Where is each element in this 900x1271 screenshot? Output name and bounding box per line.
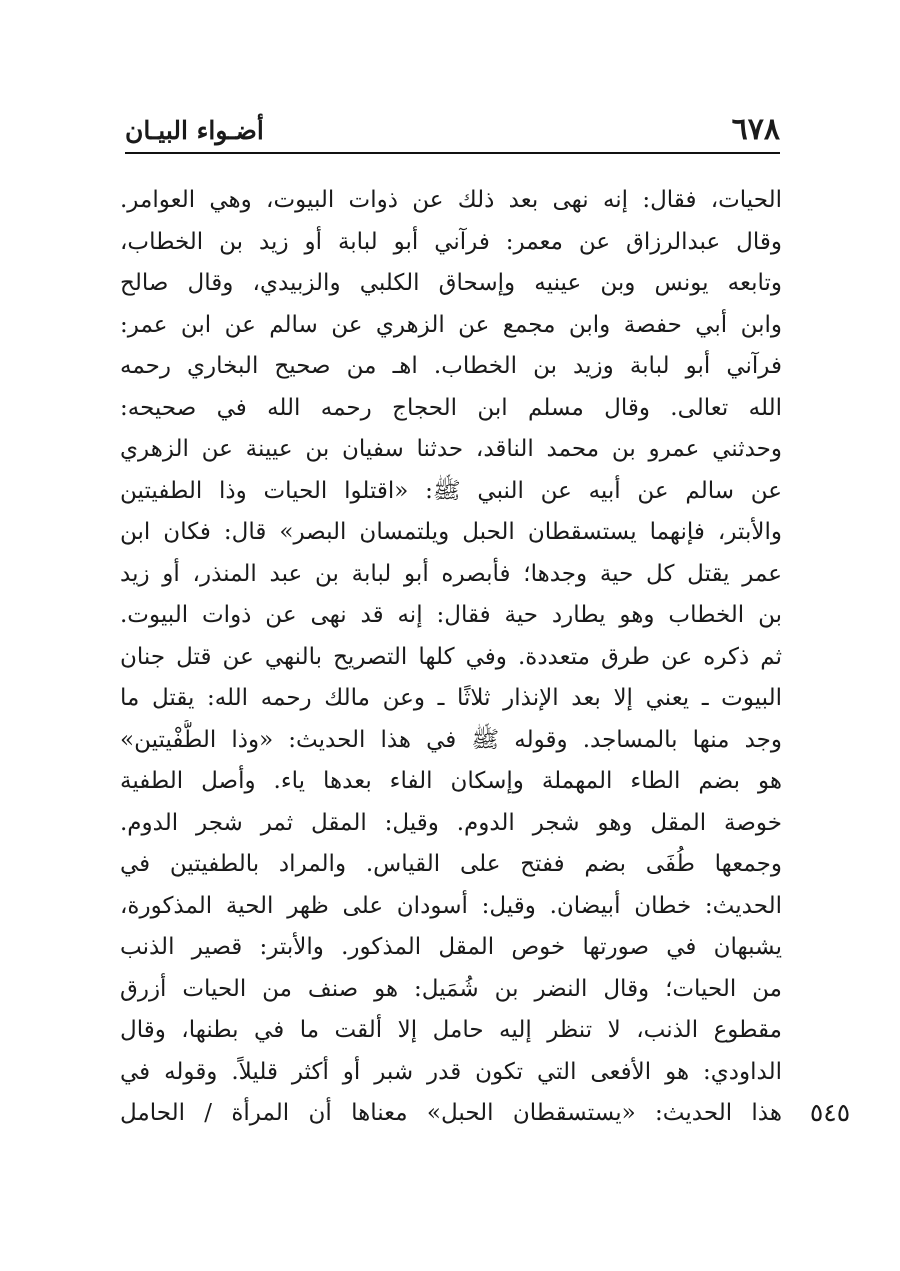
running-title: أضـواء البيـان xyxy=(125,116,264,145)
text-line: هذا الحديث: «يستسقطان الحبل» معناها أن المرأة / الحامل xyxy=(120,1100,782,1126)
text-line: ثم ذكره عن طرق متعددة. وفي كلها التصريح بالنهي عن قتل جنان xyxy=(120,643,782,670)
text-line: وجمعها طُفَى بضم ففتح على القياس. والمراد بالطفيتين في xyxy=(120,851,782,877)
margin-page-number: ٥٤٥ xyxy=(809,1098,851,1127)
text-line: هو بضم الطاء المهملة وإسكان الفاء بعدها ياء. وأصل الطفية xyxy=(120,768,782,794)
text-line: عمر يقتل كل حية وجدها؛ فأبصره أبو لبابة بن عبد المنذر، أو زيد xyxy=(120,560,782,587)
text-line: بن الخطاب وهو يطارد حية فقال: إنه قد نهى عن ذوات البيوت. xyxy=(120,602,782,628)
text-line: خوصة المقل وهو شجر الدوم. وقيل: المقل ثمر شجر الدوم. xyxy=(120,809,782,836)
text-line: وتابعه يونس وبن عينيه وإسحاق الكلبي والزبيدي، وقال صالح xyxy=(120,270,782,296)
text-line: وحدثني عمرو بن محمد الناقد، حدثنا سفيان بن عيينة عن الزهري xyxy=(120,436,782,462)
text-line: عن سالم عن أبيه عن النبي ﷺ: «اقتلوا الحيات وذا الطفيتين xyxy=(120,477,782,504)
body-text xyxy=(120,180,782,1135)
text-line: الحيات، فقال: إنه نهى بعد ذلك عن ذوات البيوت، وهي العوامر. xyxy=(120,187,782,213)
text-line: وقال عبدالرزاق عن معمر: فرآني أبو لبابة أو زيد بن الخطاب، xyxy=(120,228,782,255)
text-line: يشبهان في صورتها خوص المقل المذكور. والأبتر: قصير الذنب xyxy=(120,934,782,960)
text-line: وابن أبي حفصة وابن مجمع عن الزهري عن سالم عن ابن عمر: xyxy=(120,311,782,338)
text-line: البيوت ـ يعني إلا بعد الإنذار ثلاثًا ـ وعن مالك رحمه الله: يقتل ما xyxy=(120,685,782,711)
text-line: من الحيات؛ وقال النضر بن شُمَيل: هو صنف من الحيات أزرق xyxy=(120,975,782,1002)
page-header xyxy=(125,112,780,152)
text-line: فرآني أبو لبابة وزيد بن الخطاب. اهـ من صحيح البخاري رحمه xyxy=(120,353,782,379)
page-number: ٦٧٨ xyxy=(731,112,780,147)
text-line: الحديث: خطان أبيضان. وقيل: أسودان على ظهر الحية المذكورة، xyxy=(120,892,782,919)
text-line: وجد منها بالمساجد. وقوله ﷺ في هذا الحديث: «وذا الطُّفْيتين» xyxy=(120,726,782,753)
text-line: مقطوع الذنب، لا تنظر إليه حامل إلا ألقت ما في بطنها، وقال xyxy=(120,1017,782,1043)
header-rule xyxy=(125,152,780,154)
text-line: الله تعالى. وقال مسلم ابن الحجاج رحمه الله في صحيحه: xyxy=(120,394,782,421)
text-line: والأبتر، فإنهما يستسقطان الحبل ويلتمسان البصر» قال: فكان ابن xyxy=(120,519,782,545)
text-line: الداودي: هو الأفعى التي تكون قدر شبر أو أكثر قليلاً. وقوله في xyxy=(120,1058,782,1085)
